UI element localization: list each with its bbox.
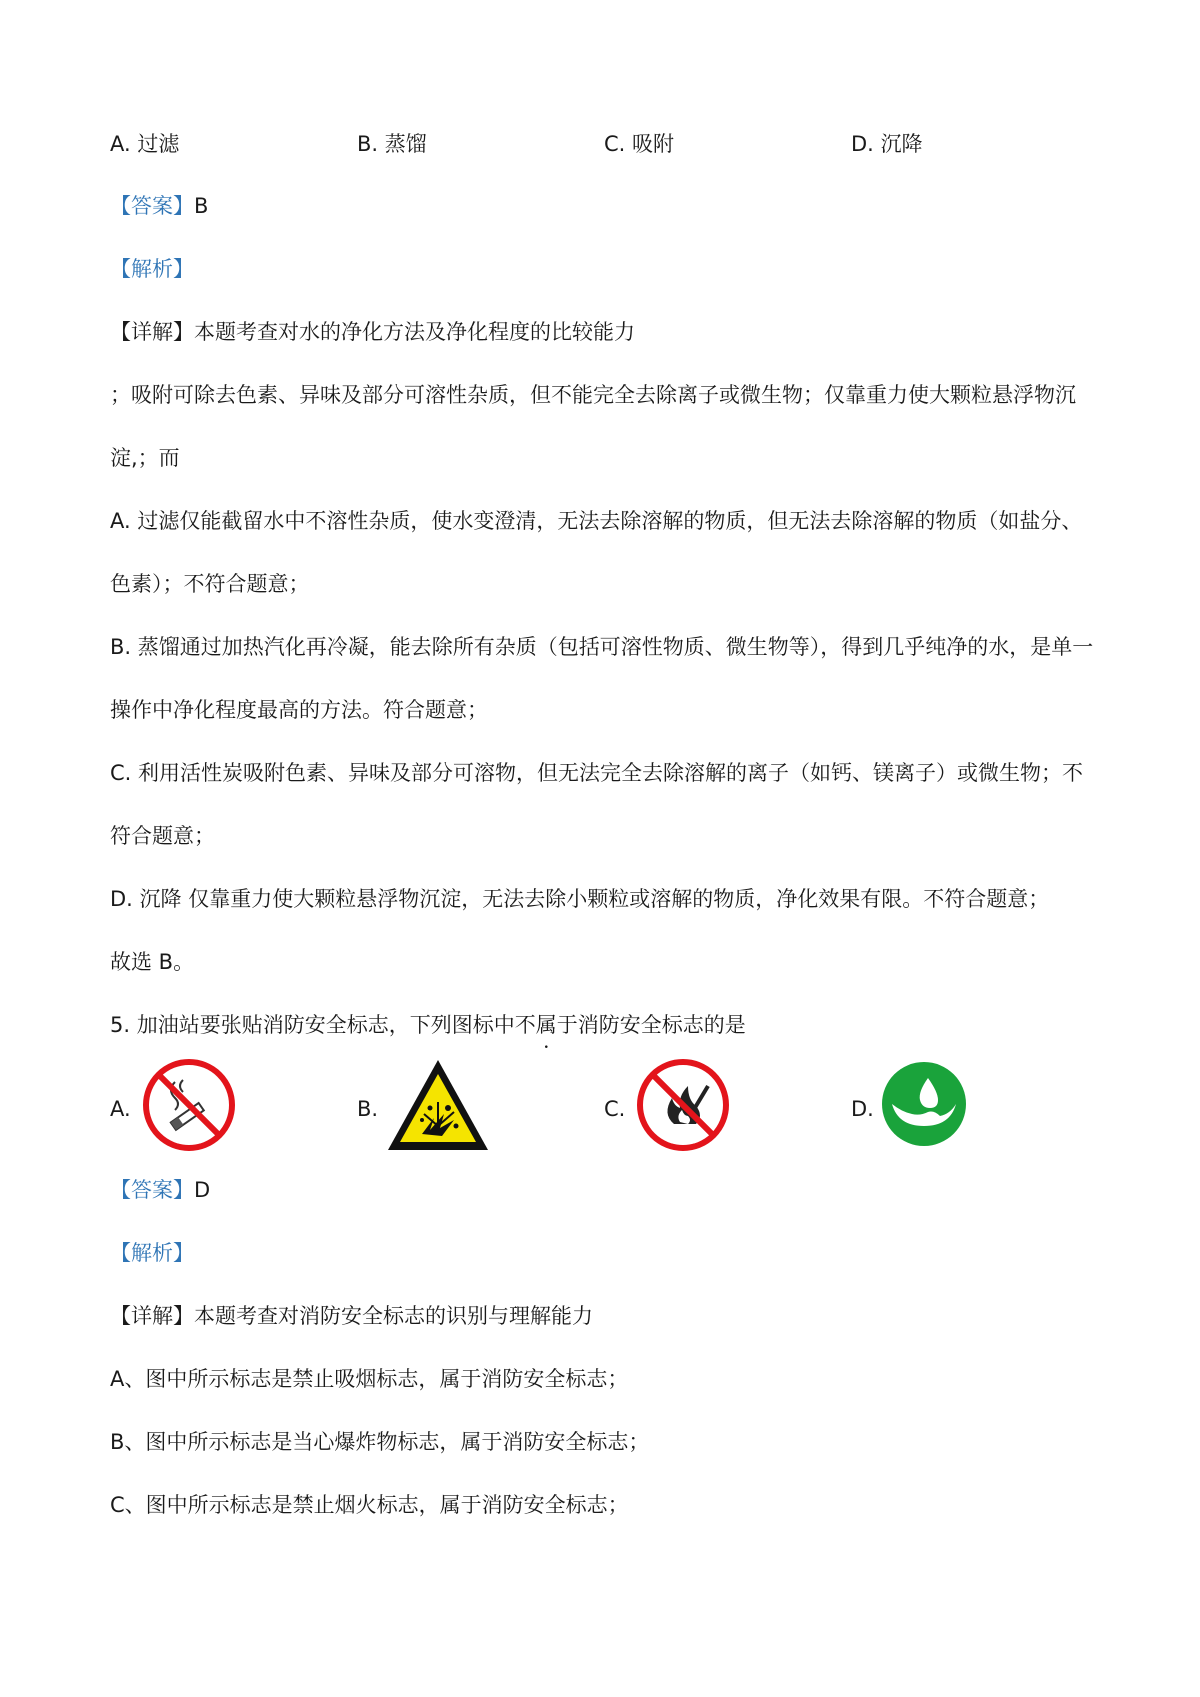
answer-tag: 【答案】 — [110, 194, 194, 218]
q5-line-3: C、图中所示标志是禁止烟火标志，属于消防安全标志； — [110, 1493, 629, 1517]
q5-answer — [110, 1175, 210, 1205]
option-b: B. 蒸馏 — [357, 132, 427, 156]
sign-option-b-label: B. — [357, 1097, 379, 1121]
q5-line-1: A、图中所示标志是禁止吸烟标志，属于消防安全标志； — [110, 1367, 629, 1391]
answer-tag: 【答案】 — [110, 1178, 194, 1202]
q5-stem: 5. 加油站要张贴消防安全标志，下列图标中不属于消防安全标志的是 — [110, 1013, 746, 1037]
q4-line-7: C. 利用活性炭吸附色素、异味及部分可溶物，但无法完全去除溶解的离子（如钙、镁离子）或微生物；不 — [110, 761, 1084, 785]
q5-line-2: B、图中所示标志是当心爆炸物标志，属于消防安全标志； — [110, 1430, 650, 1454]
sign-option-a-label: A. — [110, 1097, 131, 1121]
option-a: A. 过滤 — [110, 132, 180, 156]
no-open-flame-sign-icon — [636, 1058, 730, 1152]
q5-analysis-tag: 【解析】 — [110, 1241, 194, 1265]
water-saving-sign-icon — [880, 1060, 968, 1148]
option-c: C. 吸附 — [604, 132, 675, 156]
q4-line-1: ；吸附可除去色素、异味及部分可溶性杂质，但不能完全去除离子或微生物；仅靠重力使大颗粒悬浮物沉 — [110, 383, 1076, 407]
q4-line-6: 操作中净化程度最高的方法。符合题意； — [110, 698, 488, 722]
q4-line-9: D. 沉降 仅靠重力使大颗粒悬浮物沉淀，无法去除小颗粒或溶解的物质，净化效果有限。不符合题意； — [110, 887, 1050, 911]
q4-answer — [110, 191, 208, 221]
q4-line-4: 色素）；不符合题意； — [110, 572, 310, 596]
answer-value: D — [194, 1178, 211, 1202]
q4-line-3: A. 过滤仅能截留水中不溶性杂质，使水变澄清，无法去除溶解的物质，但无法去除溶解的物质（如盐分、 — [110, 509, 1083, 533]
q4-line-10: 故选 B。 — [110, 950, 195, 974]
explosive-warning-sign-icon — [384, 1056, 492, 1156]
sign-option-c-label: C. — [604, 1097, 626, 1121]
q5-detail-line: 【详解】本题考查对消防安全标志的识别与理解能力 — [110, 1304, 593, 1328]
q4-analysis-tag: 【解析】 — [110, 257, 194, 281]
q4-line-5: B. 蒸馏通过加热汽化再冷凝，能去除所有杂质（包括可溶性物质、微生物等），得到几乎纯净的水，是单一 — [110, 635, 1094, 659]
option-d: D. 沉降 — [851, 132, 923, 156]
sign-option-d-label: D. — [851, 1097, 874, 1121]
q4-line-8: 符合题意； — [110, 824, 215, 848]
emphasis-text: 不属于 — [514, 1013, 578, 1037]
q4-line-2: 淀,；而 — [110, 446, 180, 470]
q4-detail-line: 【详解】本题考查对水的净化方法及净化程度的比较能力 — [110, 320, 635, 344]
answer-value: B — [194, 194, 209, 218]
no-smoking-sign-icon — [142, 1058, 236, 1152]
